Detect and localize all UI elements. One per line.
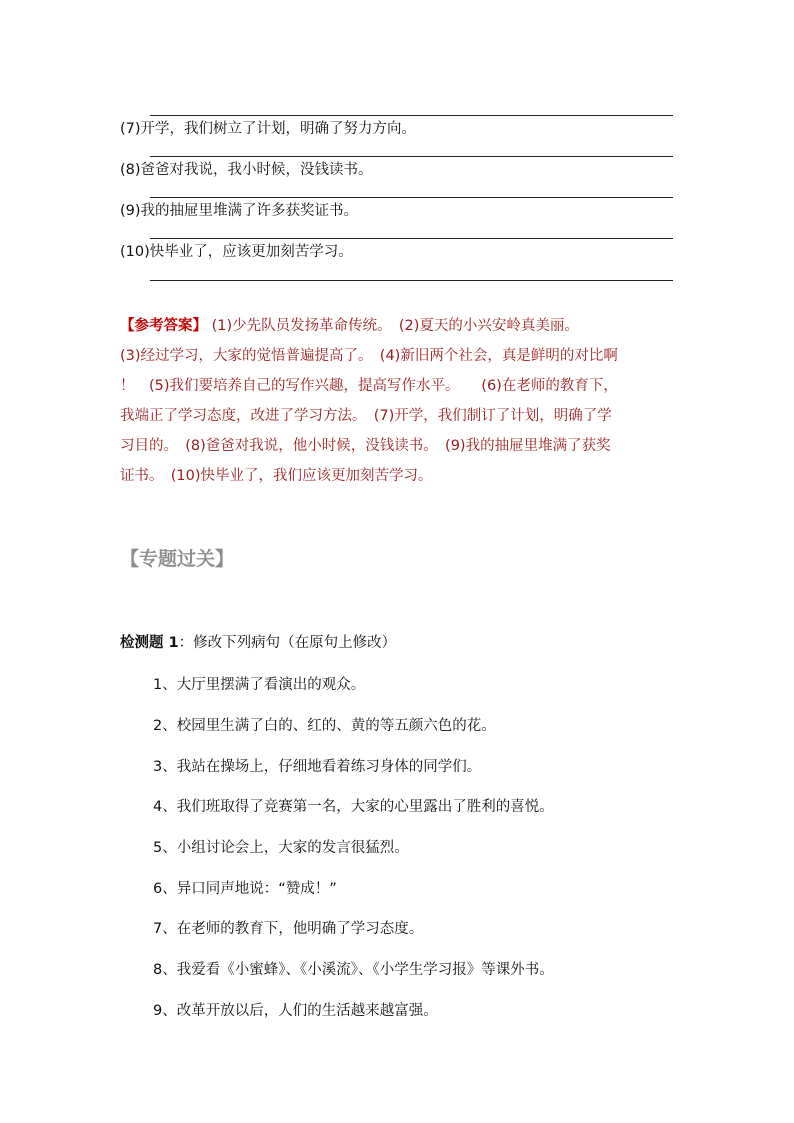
exercise-title (120, 633, 396, 653)
reference-answer (120, 311, 676, 491)
answer-text: (1)少先队员发扬革命传统。 (2)夏天的小兴安岭真美丽。 (207, 318, 579, 334)
exercise-item: 8、我爱看《小蜜蜂》、《小溪流》、《小学生学习报》等课外书。 (153, 962, 554, 978)
exercise-item: 1、大厅里摆满了看演出的观众。 (153, 677, 366, 693)
answer-rule (150, 238, 673, 239)
answer-line: 证书。 (10)快毕业了，我们应该更加刻苦学习。 (120, 468, 433, 484)
exercise-item: 9、改革开放以后，人们的生活越来越富强。 (153, 1003, 438, 1019)
exercise-item: 3、我站在操场上，仔细地看着练习身体的同学们。 (153, 759, 482, 775)
answer-rule (150, 197, 673, 198)
exercise-item: 4、我们班取得了竞赛第一名，大家的心里露出了胜利的喜悦。 (153, 799, 554, 815)
exercise-title-instruction: ：修改下列病句（在原句上修改） (178, 635, 397, 651)
exercise-item: 5、小组讨论会上，大家的发言很猛烈。 (153, 840, 409, 856)
answer-tag: 【参考答案】 (120, 318, 207, 334)
practice-item: (9)我的抽屉里堆满了许多获奖证书。 (120, 203, 359, 219)
answer-line: ！ (5)我们要培养自己的写作兴趣，提高写作水平。 (6)在老师的教育下， (120, 378, 618, 394)
practice-item: (8)爸爸对我说，我小时候，没钱读书。 (120, 162, 373, 178)
answer-line: 我端正了学习态度，改进了学习方法。 (7)开学，我们制订了计划，明确了学 (120, 408, 612, 424)
exercise-item: 7、在老师的教育下，他明确了学习态度。 (153, 921, 424, 937)
exercise-title-label: 检测题 1 (120, 635, 179, 651)
practice-item: (7)开学，我们树立了计划，明确了努力方向。 (120, 121, 417, 137)
answer-rule (150, 280, 673, 281)
exercise-item: 6、异口同声地说：“赞成！” (153, 881, 337, 897)
exercise-item: 2、校园里生满了白的、红的、黄的等五颜六色的花。 (153, 718, 496, 734)
practice-item: (10)快毕业了，应该更加刻苦学习。 (120, 244, 353, 260)
answer-rule (150, 115, 673, 116)
answer-line: (3)经过学习，大家的觉悟普遍提高了。 (4)新旧两个社会，真是鲜明的对比啊 (120, 348, 618, 364)
section-heading: 【专题过关】 (120, 548, 235, 570)
answer-line: 习目的。 (8)爸爸对我说，他小时候，没钱读书。 (9)我的抽屉里堆满了获奖 (120, 438, 611, 454)
answer-rule (150, 156, 673, 157)
answer-line (120, 311, 676, 341)
